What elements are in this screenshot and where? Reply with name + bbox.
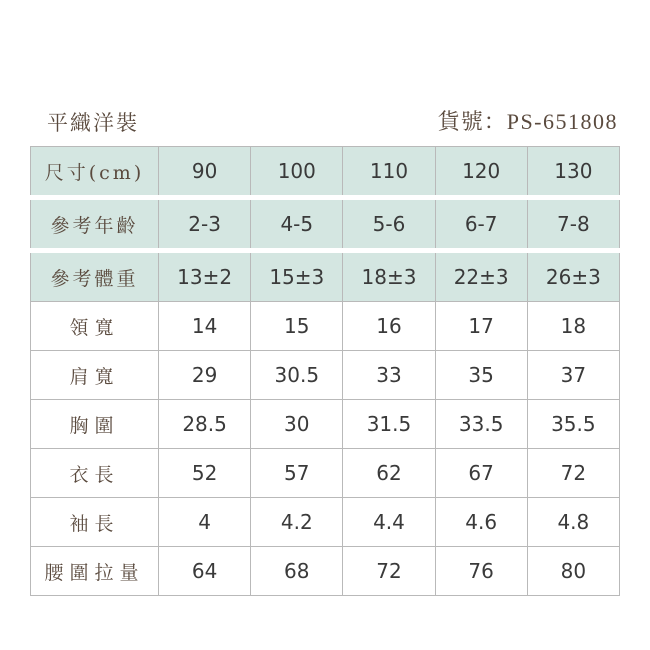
table-cell: 76 (435, 547, 527, 596)
row-label-length: 衣長 (31, 449, 159, 498)
table-row (31, 351, 620, 400)
table-cell: 30 (251, 400, 343, 449)
table-cell: 28.5 (159, 400, 251, 449)
table-cell: 15±3 (251, 251, 343, 302)
table-cell: 16 (343, 302, 435, 351)
table-cell: 35 (435, 351, 527, 400)
table-cell: 4-5 (251, 198, 343, 251)
table-cell: 18±3 (343, 251, 435, 302)
table-cell: 29 (159, 351, 251, 400)
table-cell: 67 (435, 449, 527, 498)
table-cell: 7-8 (527, 198, 619, 251)
table-cell: 14 (159, 302, 251, 351)
table-cell: 37 (527, 351, 619, 400)
table-cell: 5-6 (343, 198, 435, 251)
row-label-chest: 胸圍 (31, 400, 159, 449)
table-cell: 110 (343, 147, 435, 198)
table-cell: 68 (251, 547, 343, 596)
row-label-sleeve-length: 袖長 (31, 498, 159, 547)
table-cell: 120 (435, 147, 527, 198)
product-title: 平織洋裝 (47, 111, 139, 135)
table-cell: 57 (251, 449, 343, 498)
table-cell: 18 (527, 302, 619, 351)
table-cell: 130 (527, 147, 619, 198)
table-cell: 100 (251, 147, 343, 198)
table-row (31, 498, 620, 547)
table-cell: 4.8 (527, 498, 619, 547)
table-cell: 72 (343, 547, 435, 596)
item-code (438, 105, 618, 136)
size-row (31, 147, 620, 198)
item-code-label: 貨號： (437, 110, 507, 135)
table-cell: 64 (159, 547, 251, 596)
table-cell: 4.6 (435, 498, 527, 547)
weight-row (31, 251, 620, 302)
table-cell: 52 (159, 449, 251, 498)
row-label-size: 尺寸(cm) (31, 147, 159, 198)
table-row (31, 400, 620, 449)
table-cell: 33.5 (435, 400, 527, 449)
table-cell: 31.5 (343, 400, 435, 449)
table-cell: 26±3 (527, 251, 619, 302)
table-cell: 90 (159, 147, 251, 198)
table-cell: 15 (251, 302, 343, 351)
table-row (31, 302, 620, 351)
table-cell: 6-7 (435, 198, 527, 251)
row-label-weight: 參考體重 (31, 251, 159, 302)
table-cell: 33 (343, 351, 435, 400)
size-chart-table (30, 146, 620, 596)
row-label-shoulder-width: 肩寬 (31, 351, 159, 400)
table-cell: 80 (527, 547, 619, 596)
table-cell: 2-3 (159, 198, 251, 251)
table-cell: 35.5 (527, 400, 619, 449)
table-cell: 13±2 (159, 251, 251, 302)
table-cell: 4.4 (343, 498, 435, 547)
table-cell: 72 (527, 449, 619, 498)
table-cell: 4 (159, 498, 251, 547)
table-row (31, 449, 620, 498)
item-code-value: PS-651808 (506, 109, 618, 134)
table-cell: 30.5 (251, 351, 343, 400)
row-label-collar-width: 領寬 (31, 302, 159, 351)
table-row (31, 547, 620, 596)
table-cell: 4.2 (251, 498, 343, 547)
table-cell: 17 (435, 302, 527, 351)
row-label-waist-stretch: 腰圍拉量 (31, 547, 159, 596)
age-row (31, 198, 620, 251)
row-label-age: 參考年齡 (31, 198, 159, 251)
table-cell: 62 (343, 449, 435, 498)
table-cell: 22±3 (435, 251, 527, 302)
